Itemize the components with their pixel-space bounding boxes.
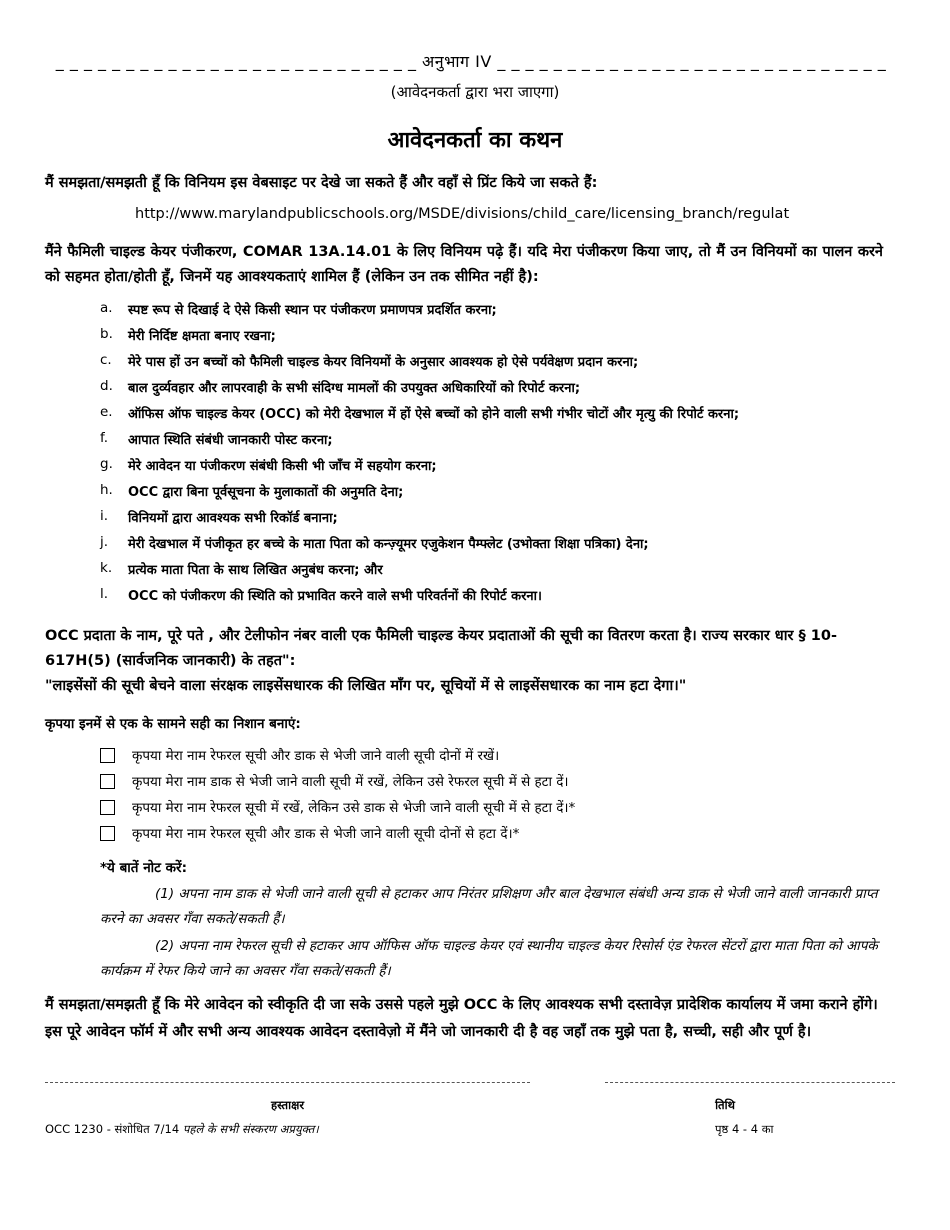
list-item [100,326,900,352]
list-item-text: स्पष्ट रूप से दिखाई दे ऐसे किसी स्थान पर पंजीकरण प्रमाणपत्र प्रदर्शित करना; [128,303,497,318]
signature-line[interactable] [45,1082,530,1083]
list-item [100,482,900,508]
option-label: कृपया मेरा नाम रेफरल सूची और डाक से भेजी जाने वाली सूची दोनों से हटा दें।* [132,826,520,842]
list-item-text: मेरे पास हों उन बच्चों को फैमिली चाइल्ड केयर विनियमों के अनुसार आवश्यक हो ऐसे पर्यवेक्षण प्रदान करना; [128,355,639,370]
intro-paragraph: मैं समझता/समझती हूँ कि विनियम इस वेबसाइट पर देखे जा सकते हैं और वहाँ से प्रिंट किये जा सकते हैं: [45,175,598,191]
list-item-letter: g. [100,456,113,472]
list-item-text: OCC को पंजीकरण की स्थिति को प्रभावित करने वाले सभी परिवर्तनों की रिपोर्ट करना। [128,589,542,604]
list-item-letter: h. [100,482,113,498]
list-item-text: विनियमों द्वारा आवश्यक सभी रिकॉर्ड बनाना; [128,511,338,526]
signature-label: हस्ताक्षर [270,1098,305,1112]
option-label: कृपया मेरा नाम रेफरल सूची और डाक से भेजी जाने वाली सूची दोनों में रखें। [132,748,500,764]
list-item-text: मेरे आवेदन या पंजीकरण संबंधी किसी भी जाँच में सहयोग करना; [128,459,437,474]
list-item-letter: l. [100,586,109,602]
list-item [100,508,900,534]
list-item [100,586,900,612]
list-item-letter: i. [100,508,109,524]
note-1 [100,882,905,932]
option-checkbox[interactable] [100,826,115,841]
agreement-paragraph: मैंने फैमिली चाइल्ड केयर पंजीकरण, COMAR 13A.14.01 के लिए विनियम पढ़े हैं। यदि मेरा पंजीकरण किया जाए, तो मैं उन विनियमों का पालन करने को सहमत होता/होती हूँ, जिनमें यह आवश्यकताएं शामिल हैं (लेकिन उन तक सीमित नहीं है): [45,244,883,285]
checkbox-instruction: कृपया इनमें से एक के सामने सही का निशान बनाएं: [45,716,301,732]
list-item [100,378,900,404]
list-item-text: बाल दुर्व्यवहार और लापरवाही के सभी संदिग्ध मामलों की उपयुक्त अधिकारियों को रिपोर्ट करना; [128,381,581,396]
date-label: तिथि [715,1098,735,1112]
list-item-text: ऑफिस ऑफ चाइल्ड केयर (OCC) को मेरी देखभाल में हों ऐसे बच्चों को होने वाली सभी गंभीर चोटों और मृत्यु की रिपोर्ट करना; [128,407,740,422]
section-subtitle: (आवेदनकर्ता द्वारा भरा जाएगा) [390,83,560,101]
note-text: (1) अपना नाम डाक से भेजी जाने वाली सूची से हटाकर आप निरंतर प्रशिक्षण और बाल देखभाल संबंधी अन्य डाक से भेजी जाने वाली जानकारी प्राप्त करने का अवसर गँवा सकते/सकती हैं। [100,886,878,927]
note-2 [100,934,905,984]
page-number: पृष्ठ 4 - 4 का [715,1122,774,1136]
requirements-list [100,300,900,612]
list-item [100,534,900,560]
option-row [100,794,900,820]
list-item-text: मेरी देखभाल में पंजीकृत हर बच्चे के माता पिता को कन्ज़्यूमर एजुकेशन पैम्फ्लेट (उभोक्ता शिक्षा पत्रिका) देना; [128,537,649,552]
option-row [100,742,900,768]
option-checkbox[interactable] [100,748,115,763]
statute-quote: "लाइसेंसों की सूची बेचने वाला संरक्षक लाइसेंसधारक की लिखित माँग पर, सूचियों में से लाइसेंसधारक का नाम हटा देगा।" [45,678,687,694]
option-label: कृपया मेरा नाम रेफरल सूची में रखें, लेकिन उसे डाक से भेजी जाने वाली सूची में से हटा दें।* [132,800,576,816]
list-item-letter: b. [100,326,113,342]
referral-options [100,742,900,846]
list-item [100,404,900,430]
list-item-letter: a. [100,300,113,316]
date-line[interactable] [605,1082,895,1083]
option-row [100,768,900,794]
list-item [100,456,900,482]
page-title: आवेदनकर्ता का कथन [387,128,563,153]
list-item-text: मेरी निर्दिष्ट क्षमता बनाए रखना; [128,329,276,344]
list-item-letter: j. [100,534,109,550]
regulations-url: http://www.marylandpublicschools.org/MSDE/divisions/child_care/licensing_branch/regulat [135,206,790,222]
declaration-paragraph: मैं समझता/समझती हूँ कि मेरे आवेदन को स्वीकृति दी जा सके उससे पहले मुझे OCC के लिए आवश्यक सभी दस्तावेज़ प्रादेशिक कार्यालय में जमा कराने होंगे। इस पूरे आवेदन फॉर्म में और सभी अन्य आवश्यक आवेदन दस्तावेज़ो में मैंने जो जानकारी दी है वह जहाँ तक मुझे पता है, सच्ची, सही और पूर्ण है। [45,997,878,1040]
list-item-letter: d. [100,378,113,394]
distribution-text: OCC प्रदाता के नाम, पूरे पते , और टेलीफोन नंबर वाली एक फैमिली चाइल्ड केयर प्रदाताओं की सूची का वितरण करता है। राज्य सरकार धार § 10-617H(5) (सार्वजनिक जानकारी) के तहत": [45,628,837,669]
list-item [100,300,900,326]
supersedes-note: पहले के सभी संस्करण अप्रयुक्त। [182,1122,319,1136]
option-row [100,820,900,846]
form-identifier [45,1122,319,1137]
list-item [100,560,900,586]
section-heading-line: _ _ _ _ _ _ _ _ _ _ _ _ _ _ _ _ _ _ _ _ _ _ _ _ _ _ अनुभाग IV _ _ _ _ _ _ _ _ _ _ _ _ _ _ _ _ _ _ _ _ _ _ _ _ _ _ _ _ [55,52,887,71]
list-item-letter: f. [100,430,109,446]
list-item-text: OCC द्वारा बिना पूर्वसूचना के मुलाकातों की अनुमति देना; [128,485,404,500]
distribution-paragraph [45,624,885,699]
option-checkbox[interactable] [100,774,115,789]
form-id: OCC 1230 - संशोधित 7/14 [45,1122,180,1136]
list-item-letter: c. [100,352,112,368]
list-item [100,352,900,378]
list-item-letter: e. [100,404,113,420]
list-item-letter: k. [100,560,113,576]
option-label: कृपया मेरा नाम डाक से भेजी जाने वाली सूची में रखें, लेकिन उसे रेफरल सूची में से हटा दें। [132,774,569,790]
option-checkbox[interactable] [100,800,115,815]
note-heading: *ये बातें नोट करें: [100,860,187,876]
list-item [100,430,900,456]
list-item-text: आपात स्थिति संबंधी जानकारी पोस्ट करना; [128,433,333,448]
note-text: (2) अपना नाम रेफरल सूची से हटाकर आप ऑफिस ऑफ चाइल्ड केयर एवं स्थानीय चाइल्ड केयर रिसोर्स एंड रेफरल सेंटरों द्वारा माता पिता को आपके कार्यक्रम में रेफर किये जाने का अवसर गँवा सकते/सकती हैं। [100,938,878,979]
list-item-text: प्रत्येक माता पिता के साथ लिखित अनुबंध करना; और [128,563,383,578]
